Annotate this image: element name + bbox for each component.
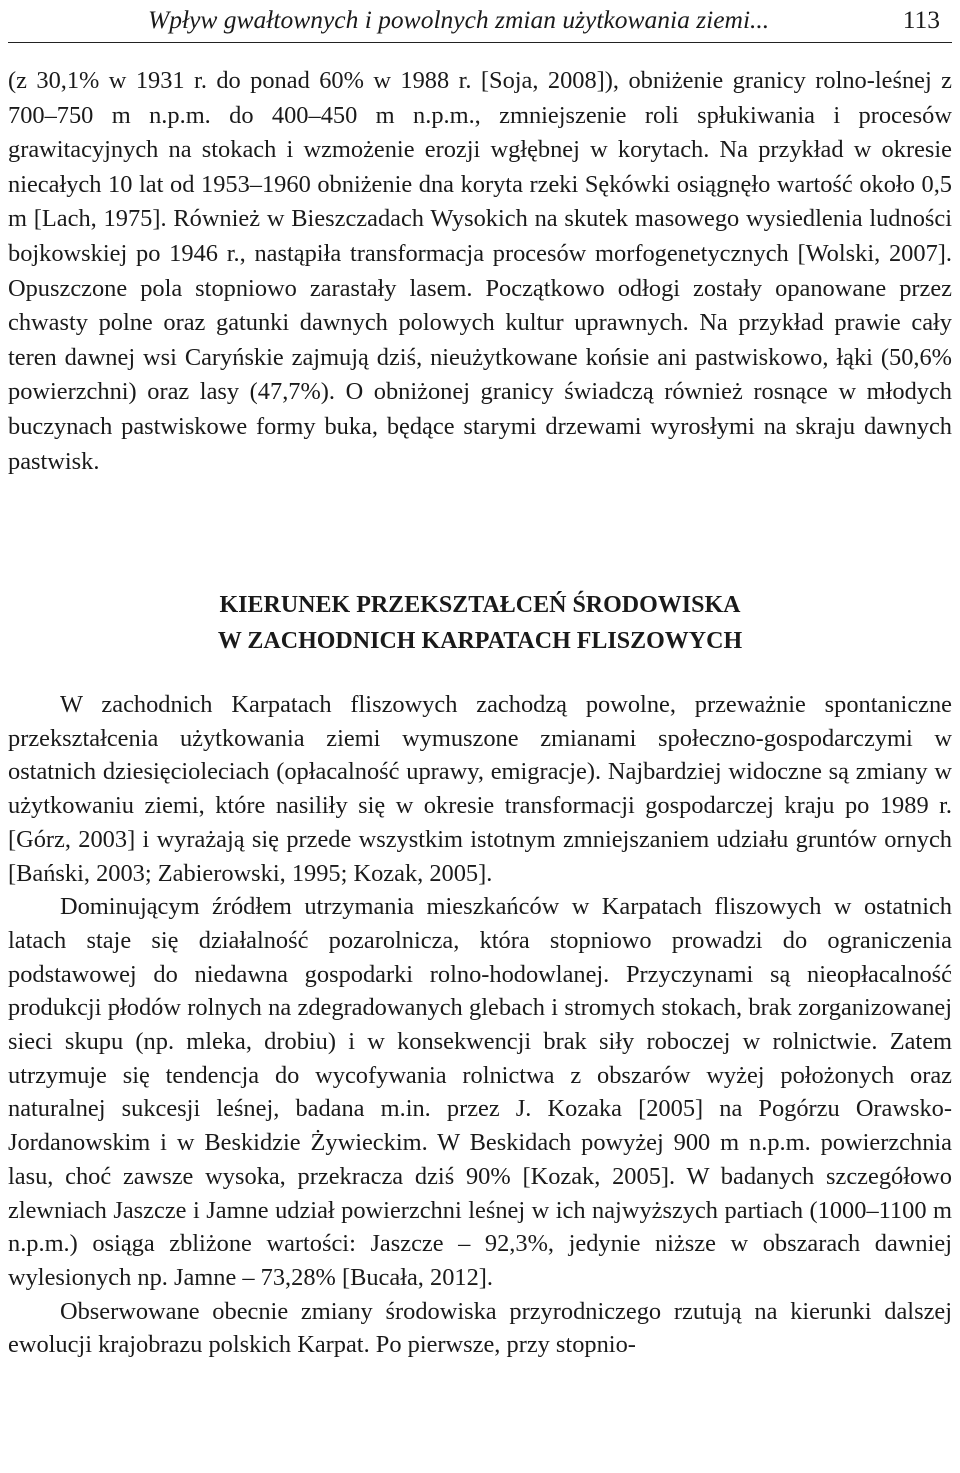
running-title: Wpływ gwałtownych i powolnych zmian użytkowania ziemi... (148, 5, 770, 34)
body-paragraph-1: W zachodnich Karpatach fliszowych zachodzą powolne, przeważnie spontaniczne przekształcenia użytkowania ziemi wymuszone zmianami społeczno-gospodarczymi w ostatnich dziesięcioleciach (opłacalność uprawy, emigracje). Najbardziej widoczne są zmiany w użytkowaniu ziemi, które nasiliły się w okresie transformacji gospodarczej kraju po 1989 r. [Górz, 2003] i wyrażają się przede wszystkim istotnym zmniejszaniem udziału gruntów ornych [Bański, 2003; Zabierowski, 1995; Kozak, 2005]. (8, 691, 952, 887)
section-body (8, 688, 952, 1362)
section-heading (8, 587, 952, 659)
body-paragraph-3: Obserwowane obecnie zmiany środowiska przyrodniczego rzutują na kierunki dalszej ewolucji krajobrazu polskich Karpat. Po pierwsze, przy stopnio- (8, 1297, 952, 1359)
continued-paragraph: (z 30,1% w 1931 r. do ponad 60% w 1988 r. [Soja, 2008]), obniżenie granicy rolno-leśnej z 700–750 m n.p.m. do 400–450 m n.p.m., zmniejszenie roli spłukiwania i procesów grawitacyjnych na stokach i wzmożenie erozji wgłębnej w korytach. Na przykład w okresie niecałych 10 lat od 1953–1960 obniżenie dna koryta rzeki Sękówki osiągnęło wartość około 0,5 m [Lach, 1975]. Również w Bieszczadach Wysokich na skutek masowego wysiedlenia ludności bojkowskiej po 1946 r., nastąpiła transformacja procesów morfogenetycznych [Wolski, 2007]. Opuszczone pola stopniowo zarastały lasem. Początkowo odłogi zostały opanowane przez chwasty polne oraz gatunki dawnych polowych kultur uprawnych. Na przykład prawie cały teren dawnej wsi Caryńskie zajmują dziś, nieużytkowane końsie ani pastwiskowo, łąki (50,6% powierzchni) oraz lasy (47,7%). O obniżonej granicy świadczą również rosnące w młodych buczynach pastwiskowe formy buka, będące starymi drzewami wyrosłymi na skraju dawnych pastwisk. (8, 67, 952, 475)
page-number: 113 (902, 5, 940, 34)
section-heading-line-2: W ZACHODNICH KARPATACH FLISZOWYCH (217, 628, 743, 654)
body-paragraph-2: Dominującym źródłem utrzymania mieszkańców w Karpatach fliszowych w ostatnich latach staje się działalność pozarolnicza, która stopniowo prowadzi do ograniczenia podstawowej do niedawna gospodarki rolno-hodowlanej. Przyczynami są nieopłacalność produkcji płodów rolnych na zdegradowanych glebach i stromych stokach, brak zorganizowanej sieci skupu (np. mleka, drobiu) i w konsekwencji brak siły roboczej w rolnictwie. Zatem utrzymuje się tendencja do wycofywania rolnictwa z obszarów wyżej położonych oraz naturalnej sukcesji leśnej, badana m.in. przez J. Kozaka [2005] na Pogórzu Orawsko-Jordanowskim i w Beskidzie Żywieckim. W Beskidach powyżej 900 m n.p.m. powierzchnia lasu, choć zawsze wysoka, przekracza dziś 90% [Kozak, 2005]. W badanych szczegółowo zlewniach Jaszcze i Jamne udział powierzchni leśnej w ich najwyższych partiach (1000–1100 m n.p.m.) osiąga zbliżone wartości: Jaszcze – 92,3%, jedynie niższe w obszarach dawniej wylesionych np. Jamne – 73,28% [Bucała, 2012]. (8, 893, 952, 1291)
running-header (8, 2, 952, 43)
section-heading-line-1: KIERUNEK PRZEKSZTAŁCEŃ ŚRODOWISKA (219, 592, 741, 618)
